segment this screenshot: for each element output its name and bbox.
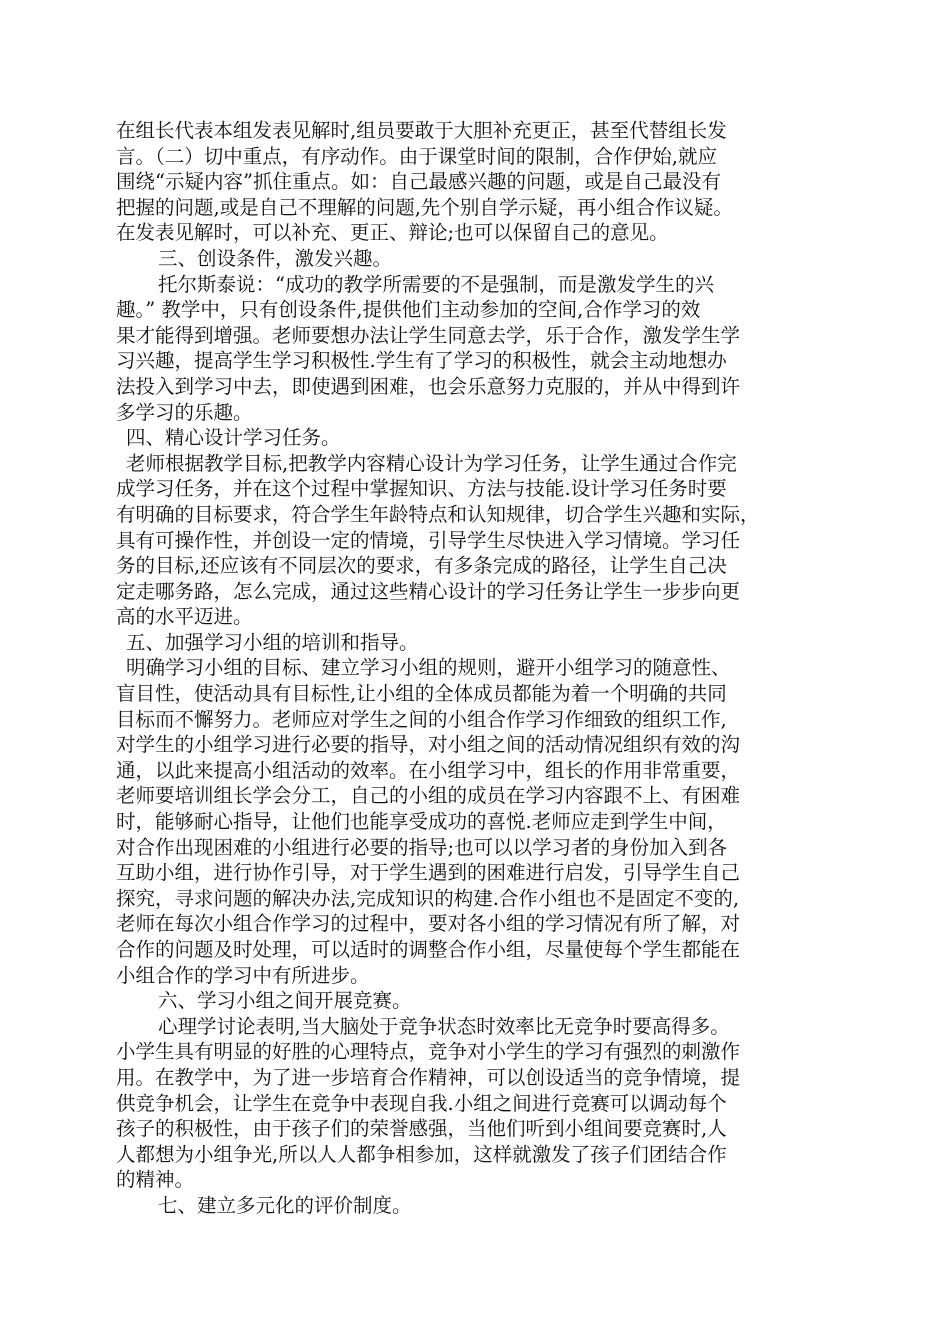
text-line: 六、学习小组之间开展竞赛。 [158, 989, 412, 1013]
text-line: 老师根据教学目标,把教学内容精心设计为学习任务，让学生通过合作完 [126, 451, 737, 475]
text-line: 定走哪务路，怎么完成，通过这些精心设计的学习任务让学生一步步向更 [116, 579, 741, 603]
text-line: 互助小组，进行协作引导，对于学生遇到的困难进行启发，引导学生自己 [116, 861, 741, 885]
text-line: 老师要培训组长学会分工，自己的小组的成员在学习内容跟不上、有困难 [116, 784, 741, 808]
text-line: 目标而不懈努力。老师应对学生之间的小组合作学习作细致的组织工作, [116, 707, 727, 731]
text-line: 探究，寻求问题的解决办法,完成知识的构建.合作小组也不是固定不变的, [116, 886, 740, 910]
text-line: 供竞争机会，让学生在竞争中表现自我.小组之间进行竞赛可以调动每个 [116, 1091, 727, 1115]
text-line: 盲目性，使活动具有目标性,让小组的全体成员都能为着一个明确的共同 [116, 682, 727, 706]
text-line: 心理学讨论表明,当大脑处于竞争状态时效率比无竞争时要高得多。 [158, 1014, 730, 1038]
text-line: 的精神。 [116, 1168, 195, 1192]
text-line: 小学生具有明显的好胜的心理特点，竞争对小学生的学习有强烈的刺激作 [116, 1040, 741, 1064]
text-line: 多学习的乐趣。 [116, 400, 253, 424]
text-line: 务的目标,还应该有不同层次的要求，有多条完成的路径，让学生自己决 [116, 554, 727, 578]
text-line: 人都想为小组争光,所以人人都争相参加，这样就激发了孩子们团结合作 [116, 1142, 727, 1166]
text-line: 用。在教学中，为了进一步培育合作精神，可以创设适当的竞争情境，提 [116, 1065, 741, 1089]
text-line: 在发表见解时，可以补充、更正、辩论;也可以保留自己的意见。 [116, 221, 669, 245]
text-line: 有明确的目标要求，符合学生年龄特点和认知规律，切合学生兴趣和实际， [116, 502, 760, 526]
text-line: 围绕“示疑内容”抓住重点。如：自己最感兴趣的问题，或是自己最没有 [116, 170, 721, 194]
text-line: 对学生的小组学习进行必要的指导，对小组之间的活动情况组织有效的沟 [116, 733, 741, 757]
text-line: 托尔斯泰说：“成功的教学所需要的不是强制，而是激发学生的兴 [158, 272, 714, 296]
text-line: 合作的问题及时处理，可以适时的调整合作小组，尽量使每个学生都能在 [116, 938, 741, 961]
text-line: 四、精心设计学习任务。 [126, 426, 341, 450]
text-line: 具有可操作性，并创设一定的情境，引导学生尽快进入学习情境。学习任 [116, 528, 741, 552]
text-line: 在组长代表本组发表见解时,组员要敢于大胆补充更正，甚至代替组长发 [116, 119, 727, 142]
text-line: 老师在每次小组合作学习的过程中，要对各小组的学习情况有所了解，对 [116, 912, 741, 936]
document-body [116, 118, 840, 1219]
text-line: 果才能得到增强。老师要想办法让学生同意去学，乐于合作，激发学生学 [116, 323, 741, 347]
text-line: 七、建立多元化的评价制度。 [158, 1193, 412, 1217]
text-line: 明确学习小组的目标、建立学习小组的规则，避开小组学习的随意性、 [126, 656, 731, 680]
text-line: 言。（二）切中重点，有序动作。由于课堂时间的限制，合作伊始,就应 [116, 144, 717, 168]
text-line: 高的水平迈进。 [116, 605, 253, 629]
text-line: 把握的问题,或是自己不理解的问题,先个别自学示疑，再小组合作议疑。 [116, 195, 733, 219]
text-line: 习兴趣，提高学生学习积极性.学生有了学习的积极性，就会主动地想办 [116, 349, 727, 373]
text-line: 法投入到学习中去，即使遇到困难，也会乐意努力克服的，并从中得到许 [116, 374, 741, 398]
text-line: 五、加强学习小组的培训和指导。 [126, 630, 419, 654]
text-line: 三、创设条件，激发兴趣。 [158, 246, 393, 270]
text-line: 孩子的积极性，由于孩子们的荣誉感强，当他们听到小组间要竞赛时,人 [116, 1117, 727, 1141]
text-line: 小组合作的学习中有所进步。 [116, 963, 370, 987]
text-line: 成学习任务，并在这个过程中掌握知识、方法与技能.设计学习任务时要 [116, 477, 727, 501]
text-line: 趣。” 教学中，只有创设条件,提供他们主动参加的空间,合作学习的效 [116, 298, 701, 322]
text-line: 对合作出现困难的小组进行必要的指导;也可以以学习者的身份加入到各 [116, 835, 728, 859]
text-line: 时，能够耐心指导，让他们也能享受成功的喜悦.老师应走到学生中间， [116, 810, 727, 834]
text-line: 通，以此来提高小组活动的效率。在小组学习中，组长的作用非常重要， [116, 758, 741, 782]
